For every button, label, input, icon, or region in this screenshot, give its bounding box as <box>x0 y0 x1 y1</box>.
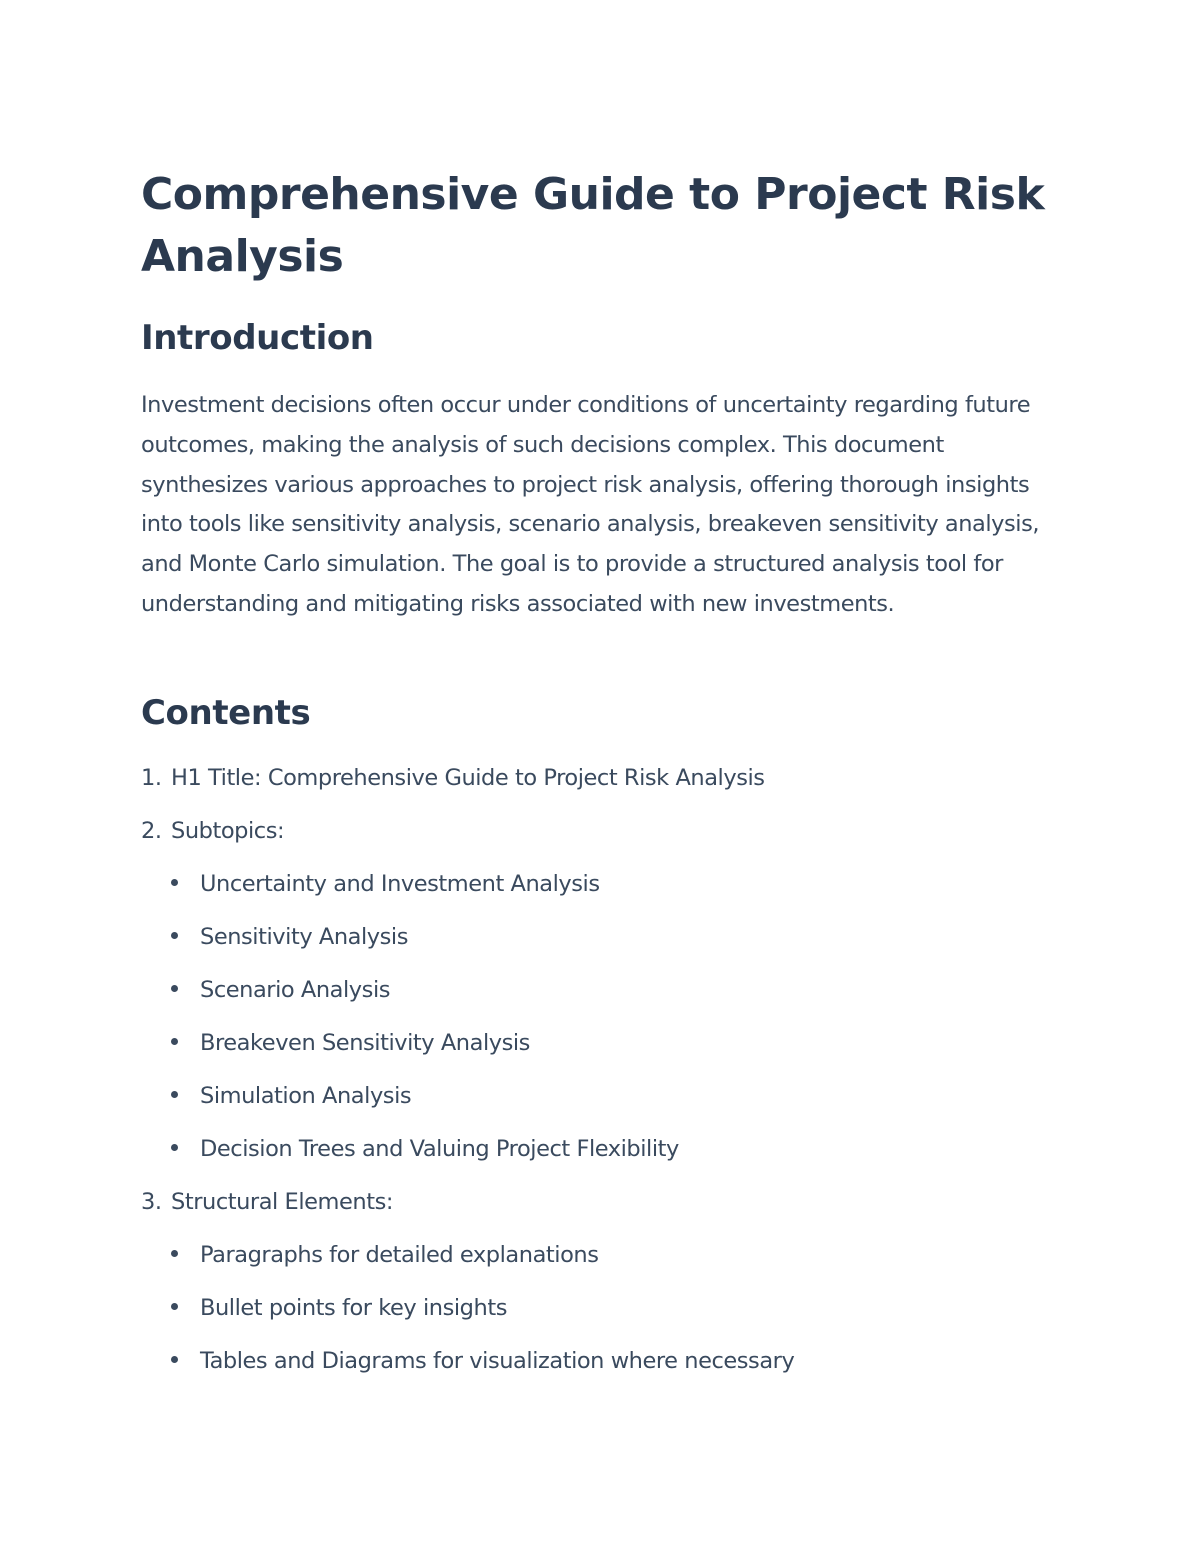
list-item-label: H1 Title: Comprehensive Guide to Project Risk Analysis <box>171 765 765 791</box>
bullet-icon <box>171 1144 178 1151</box>
bullet-icon <box>171 1038 178 1045</box>
list-item <box>171 1129 679 1169</box>
bullet-icon <box>171 1303 178 1310</box>
contents-item-3 <box>141 1182 393 1222</box>
contents-item-2 <box>141 811 284 851</box>
bullet-icon <box>171 1356 178 1363</box>
bullet-text: Breakeven Sensitivity Analysis <box>200 1030 530 1056</box>
contents-heading: Contents <box>141 693 311 733</box>
list-number: 2. <box>141 818 162 844</box>
bullet-text: Sensitivity Analysis <box>200 924 408 950</box>
list-item <box>171 1341 794 1381</box>
bullet-icon <box>171 879 178 886</box>
list-item <box>171 917 408 957</box>
list-item-label: Structural Elements: <box>171 1189 393 1215</box>
bullet-text: Paragraphs for detailed explanations <box>200 1242 599 1268</box>
bullet-text: Bullet points for key insights <box>200 1295 507 1321</box>
bullet-icon <box>171 932 178 939</box>
bullet-text: Tables and Diagrams for visualization where necessary <box>200 1348 795 1374</box>
list-item <box>171 1023 530 1063</box>
bullet-text: Uncertainty and Investment Analysis <box>200 871 600 897</box>
list-item-label: Subtopics: <box>171 818 285 844</box>
list-item <box>171 864 600 904</box>
list-number: 3. <box>141 1189 162 1215</box>
list-item <box>171 1288 507 1328</box>
list-item <box>171 1235 598 1275</box>
list-number: 1. <box>141 765 162 791</box>
bullet-icon <box>171 1091 178 1098</box>
bullet-text: Decision Trees and Valuing Project Flexibility <box>200 1136 679 1162</box>
contents-item-1 <box>141 758 765 798</box>
list-item <box>171 1076 411 1116</box>
introduction-heading: Introduction <box>141 318 374 358</box>
introduction-paragraph: Investment decisions often occur under conditions of uncertainty regarding future outcomes, making the analysis of such decisions complex. This document synthesizes various approaches to project risk analysis, offering thorough insights into tools like sensitivity analysis, scenario analysis, breakeven sensitivity analysis, and Monte Carlo simulation. The goal is to provide a structured analysis tool for understanding and mitigating risks associated with new investments. <box>141 392 1040 617</box>
document-title: Comprehensive Guide to Project Risk Analysis <box>141 169 1045 282</box>
bullet-icon <box>171 1250 178 1257</box>
bullet-text: Simulation Analysis <box>200 1083 412 1109</box>
bullet-icon <box>171 985 178 992</box>
list-item <box>171 970 390 1010</box>
bullet-text: Scenario Analysis <box>200 977 391 1003</box>
